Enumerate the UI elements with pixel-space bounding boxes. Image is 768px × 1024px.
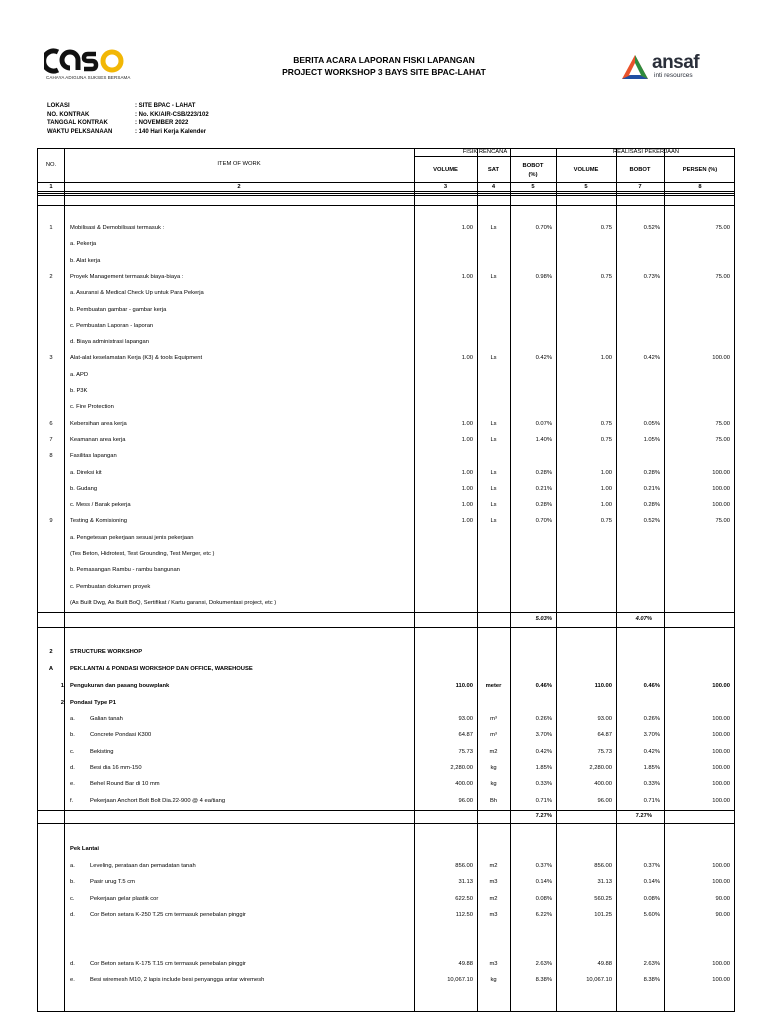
realisasi-bobot-cell: 8.38% bbox=[643, 977, 660, 984]
realisasi-bobot-cell: 0.08% bbox=[643, 895, 660, 902]
caso-tagline: CAHAYA ADIGUNA SUKSES BERSAMA bbox=[46, 75, 131, 80]
unit-cell: meter bbox=[485, 683, 502, 689]
unit-cell: Ls bbox=[490, 225, 497, 231]
bobot-cell: 0.37% bbox=[535, 863, 552, 869]
item-of-work: Pekerjaan Anchort Bolt Bolt Dia.22-900 @ 4 ea/tiang bbox=[90, 797, 226, 804]
volume-cell: 110.00 bbox=[455, 683, 473, 689]
persen-cell: 75.00 bbox=[715, 273, 730, 280]
col-sat-header: SAT bbox=[487, 167, 500, 173]
realisasi-bobot-cell: 0.21% bbox=[643, 485, 660, 492]
realisasi-volume-cell: 0.75 bbox=[600, 518, 612, 525]
realisasi-bobot-cell: 0.37% bbox=[643, 863, 660, 869]
item-of-work: a. Direksi kit bbox=[70, 469, 102, 476]
volume-cell: 1.00 bbox=[461, 469, 473, 476]
volume-cell: 1.00 bbox=[461, 502, 473, 509]
persen-cell: 100.00 bbox=[712, 748, 730, 755]
progress-table bbox=[37, 148, 735, 1012]
volume-cell: 112.50 bbox=[455, 911, 473, 918]
row-letter: a. bbox=[70, 716, 75, 722]
ansaf-logo bbox=[620, 53, 730, 83]
volume-cell: 1.00 bbox=[461, 355, 473, 362]
row-number: 3 bbox=[49, 355, 53, 362]
row-number: 2 bbox=[60, 700, 64, 706]
item-of-work: b. P3K bbox=[70, 388, 88, 394]
realisasi-bobot-cell: 0.26% bbox=[643, 716, 660, 722]
col-volume-header: VOLUME bbox=[433, 167, 458, 173]
realisasi-bobot-cell: 0.52% bbox=[643, 518, 660, 525]
unit-cell: m³ bbox=[490, 716, 497, 722]
item-of-work: Behel Round Bar di 10 mm bbox=[90, 781, 160, 788]
ansaf-tagline: inti resources bbox=[654, 72, 693, 79]
unit-cell: m3 bbox=[489, 911, 498, 918]
volume-cell: 10,067.10 bbox=[447, 977, 473, 984]
unit-cell: Bh bbox=[489, 797, 498, 804]
item-of-work: Besi dia 16 mm-150 bbox=[90, 764, 142, 771]
realisasi-volume-cell: 856.00 bbox=[594, 863, 612, 869]
realisasi-bobot-cell: 2.63% bbox=[643, 961, 660, 967]
realisasi-bobot-cell: 0.52% bbox=[643, 225, 660, 231]
item-of-work: Fasilitas lapangan bbox=[70, 453, 117, 460]
unit-cell: Ls bbox=[490, 518, 497, 525]
item-of-work: Bekisting bbox=[90, 748, 114, 755]
col-index: 2 bbox=[237, 184, 241, 190]
item-of-work: Leveling, perataan dan pemadatan tanah bbox=[90, 863, 196, 869]
subtotal-bobot: 7.27% bbox=[535, 813, 552, 819]
item-of-work: (As Built Dwg, As Built BoQ, Sertifikat / Kartu garansi, Dokumentasi project, etc ) bbox=[70, 599, 277, 606]
row-letter: c. bbox=[70, 895, 75, 902]
item-of-work: Galian tanah bbox=[90, 716, 123, 722]
volume-cell: 49.88 bbox=[458, 961, 473, 967]
row-letter: e. bbox=[70, 781, 75, 788]
section-subtitle: PEK.LANTAI & PONDASI WORKSHOP DAN OFFICE, WAREHOUSE bbox=[70, 666, 253, 672]
row-number: 1 bbox=[60, 683, 64, 689]
row-letter: c. bbox=[70, 748, 75, 755]
volume-cell: 1.00 bbox=[461, 273, 473, 280]
realisasi-bobot-cell: 0.33% bbox=[643, 781, 660, 788]
bobot-cell: 0.28% bbox=[535, 502, 552, 509]
unit-cell: Ls bbox=[490, 436, 497, 443]
realisasi-bobot-cell: 0.05% bbox=[643, 420, 660, 427]
unit-cell: Ls bbox=[490, 273, 497, 280]
bobot-cell: 0.08% bbox=[535, 895, 552, 902]
row-letter: e. bbox=[70, 977, 75, 984]
row-letter: d. bbox=[70, 961, 75, 967]
volume-cell: 622.50 bbox=[455, 895, 473, 902]
bobot-cell: 0.33% bbox=[535, 781, 552, 788]
row-number: 1 bbox=[49, 225, 53, 231]
realisasi-volume-cell: 101.25 bbox=[594, 911, 612, 918]
unit-cell: m³ bbox=[490, 732, 497, 739]
volume-cell: 31.13 bbox=[458, 879, 473, 886]
col-item-header: ITEM OF WORK bbox=[217, 161, 261, 167]
item-of-work: Besi wiremesh M10, 2 lapis include besi penyangga antar wiremesh bbox=[90, 977, 265, 984]
volume-cell: 1.00 bbox=[461, 436, 473, 443]
realisasi-bobot-cell: 0.71% bbox=[643, 797, 660, 804]
unit-cell: Ls bbox=[490, 355, 497, 362]
item-of-work: d. Biaya administrasi lapangan bbox=[70, 339, 149, 346]
realisasi-volume-cell: 400.00 bbox=[594, 781, 612, 788]
item-of-work: b. Pembuatan gambar - gambar kerja bbox=[70, 306, 167, 313]
item-of-work: Pasir urug T.5 cm bbox=[90, 879, 135, 886]
row-number: A bbox=[48, 666, 54, 672]
realisasi-bobot-cell: 0.46% bbox=[643, 683, 660, 689]
ansaf-wordmark: ansaf bbox=[652, 52, 700, 73]
bobot-cell: 0.70% bbox=[535, 518, 552, 525]
unit-cell: kg bbox=[490, 764, 497, 771]
persen-cell: 90.00 bbox=[715, 911, 730, 918]
item-of-work: a. Pekerja bbox=[70, 241, 97, 248]
item-of-work: Cor Beton setara K-175 T.15 cm termasuk penebalan pinggir bbox=[90, 961, 246, 967]
col-persen-header: PERSEN (%) bbox=[682, 167, 718, 173]
item-of-work: Pekerjaan gelar plastik cor bbox=[90, 895, 159, 902]
persen-cell: 100.00 bbox=[712, 764, 730, 771]
unit-cell: Ls bbox=[490, 485, 497, 492]
volume-cell: 856.00 bbox=[455, 863, 473, 869]
unit-cell: m2 bbox=[489, 748, 498, 755]
persen-cell: 75.00 bbox=[715, 436, 730, 443]
item-of-work: (Tes Beton, Hidrotest, Test Grounding, Test Merger, etc ) bbox=[70, 551, 215, 557]
unit-cell: kg bbox=[490, 781, 497, 788]
col-bobot-unit: (%) bbox=[528, 172, 538, 178]
col-rbobot-header: BOBOT bbox=[629, 167, 651, 173]
item-of-work: Alat-alat keselamatan Kerja (K3) & tools Equipment bbox=[70, 355, 203, 362]
col-index: 8 bbox=[698, 184, 702, 190]
item-of-work: a. Asuransi & Medical Check Up untuk Para Pekerja bbox=[70, 290, 204, 297]
bobot-cell: 3.70% bbox=[535, 732, 552, 739]
persen-cell: 100.00 bbox=[712, 977, 730, 984]
realisasi-volume-cell: 10,067.10 bbox=[586, 977, 612, 984]
volume-cell: 1.00 bbox=[461, 485, 473, 492]
bobot-cell: 0.70% bbox=[535, 225, 552, 231]
bobot-cell: 1.85% bbox=[535, 764, 552, 771]
realisasi-volume-cell: 49.88 bbox=[597, 961, 612, 967]
subtotal-realisasi-bobot: 7.27% bbox=[635, 813, 652, 819]
persen-cell: 100.00 bbox=[712, 716, 730, 722]
unit-cell: Ls bbox=[490, 469, 497, 476]
row-letter: d. bbox=[70, 911, 75, 918]
bobot-cell: 8.38% bbox=[535, 977, 552, 984]
item-of-work: Cor Beton setara K-250 T.25 cm termasuk penebalan pinggir bbox=[90, 911, 246, 918]
section-title: Pek Lantai bbox=[70, 846, 99, 852]
bobot-cell: 0.42% bbox=[535, 748, 552, 755]
unit-cell: m2 bbox=[489, 895, 498, 902]
volume-cell: 75.73 bbox=[458, 748, 473, 755]
realisasi-bobot-cell: 0.28% bbox=[643, 502, 660, 509]
item-of-work: Mobilisasi & Demobilisasi termasuk : bbox=[70, 225, 165, 231]
persen-cell: 100.00 bbox=[712, 683, 730, 689]
item-of-work: b. Pemasangan Rambu - rambu bangunan bbox=[70, 567, 180, 574]
bobot-cell: 0.21% bbox=[535, 485, 552, 492]
volume-cell: 93.00 bbox=[458, 716, 473, 722]
item-of-work: Pondasi Type P1 bbox=[70, 700, 116, 706]
realisasi-bobot-cell: 0.73% bbox=[643, 273, 660, 280]
realisasi-volume-cell: 2,280.00 bbox=[589, 764, 612, 771]
item-of-work: c. Pembuatan Laporan - laporan bbox=[70, 322, 154, 329]
col-index: 7 bbox=[638, 184, 642, 190]
unit-cell: m3 bbox=[489, 961, 498, 967]
realisasi-volume-cell: 93.00 bbox=[597, 716, 612, 722]
persen-cell: 75.00 bbox=[715, 420, 730, 427]
unit-cell: kg bbox=[490, 977, 497, 984]
volume-cell: 64.87 bbox=[458, 732, 473, 739]
bobot-cell: 0.42% bbox=[535, 355, 552, 362]
persen-cell: 100.00 bbox=[712, 797, 730, 804]
col-rvolume-header: VOLUME bbox=[573, 167, 599, 173]
persen-cell: 100.00 bbox=[712, 469, 730, 476]
bobot-cell: 1.40% bbox=[535, 436, 552, 443]
row-letter: b. bbox=[70, 732, 75, 739]
row-number: 6 bbox=[49, 420, 53, 427]
row-number: 2 bbox=[49, 649, 53, 655]
persen-cell: 90.00 bbox=[715, 895, 730, 902]
ansaf-mark-icon bbox=[620, 53, 650, 81]
item-of-work: c. Mess / Barak pekerja bbox=[70, 502, 131, 509]
volume-cell: 400.00 bbox=[455, 781, 473, 788]
realisasi-volume-cell: 64.87 bbox=[597, 732, 612, 739]
col-bobot-header: BOBOT bbox=[522, 163, 544, 169]
realisasi-volume-cell: 1.00 bbox=[600, 469, 612, 476]
bobot-cell: 0.14% bbox=[535, 879, 552, 886]
realisasi-bobot-cell: 1.05% bbox=[643, 436, 660, 443]
volume-cell: 1.00 bbox=[461, 225, 473, 231]
persen-cell: 75.00 bbox=[715, 518, 730, 525]
unit-cell: Ls bbox=[490, 502, 497, 509]
col-index: 5 bbox=[531, 184, 535, 190]
persen-cell: 100.00 bbox=[712, 879, 730, 886]
item-of-work: Keamanan area kerja bbox=[70, 436, 126, 443]
document-subtitle: PROJECT WORKSHOP 3 BAYS SITE BPAC-LAHAT bbox=[282, 67, 486, 77]
realisasi-bobot-cell: 0.28% bbox=[643, 469, 660, 476]
row-letter: f. bbox=[70, 797, 74, 804]
item-of-work: a. Pengetesan pekerjaan sesuai jenis pekerjaan bbox=[70, 534, 194, 541]
realisasi-volume-cell: 96.00 bbox=[597, 797, 612, 804]
col-index: 4 bbox=[491, 184, 496, 190]
unit-cell: m3 bbox=[489, 879, 498, 886]
section-total-realisasi-bobot: 4.07% bbox=[635, 616, 652, 622]
col-index: 3 bbox=[443, 184, 448, 190]
row-letter: d. bbox=[70, 764, 75, 771]
item-of-work: a. APD bbox=[70, 371, 89, 378]
realisasi-bobot-cell: 0.14% bbox=[643, 879, 660, 886]
volume-cell: 2,280.00 bbox=[450, 764, 473, 771]
unit-cell: Ls bbox=[490, 420, 497, 427]
persen-cell: 100.00 bbox=[712, 961, 730, 967]
realisasi-volume-cell: 1.00 bbox=[600, 355, 612, 362]
realisasi-header: REALISASI PEKERJAAN bbox=[612, 149, 680, 155]
bobot-cell: 0.98% bbox=[535, 273, 552, 280]
item-of-work: b. Alat kerja bbox=[70, 257, 101, 264]
realisasi-volume-cell: 75.73 bbox=[597, 748, 612, 755]
realisasi-volume-cell: 31.13 bbox=[597, 879, 612, 886]
volume-cell: 96.00 bbox=[458, 797, 473, 804]
bobot-cell: 2.63% bbox=[535, 961, 552, 967]
realisasi-volume-cell: 0.75 bbox=[600, 420, 612, 427]
persen-cell: 100.00 bbox=[712, 485, 730, 492]
bobot-cell: 0.71% bbox=[535, 797, 552, 804]
persen-cell: 100.00 bbox=[712, 781, 730, 788]
realisasi-volume-cell: 1.00 bbox=[600, 502, 612, 509]
bobot-cell: 0.46% bbox=[535, 683, 552, 689]
item-of-work: Pengukuran dan pasang bouwplank bbox=[70, 683, 170, 689]
row-number: 8 bbox=[49, 453, 53, 460]
realisasi-bobot-cell: 1.85% bbox=[643, 764, 660, 771]
fisik-rencana-header: FISIK RENCANA bbox=[462, 149, 508, 155]
realisasi-volume-cell: 0.75 bbox=[600, 273, 612, 280]
persen-cell: 100.00 bbox=[712, 502, 730, 509]
bobot-cell: 0.07% bbox=[535, 420, 552, 427]
item-of-work: c. Pembuatan dokumen proyek bbox=[70, 583, 151, 590]
row-number: 7 bbox=[49, 436, 53, 443]
unit-cell: m2 bbox=[489, 863, 498, 869]
realisasi-volume-cell: 1.00 bbox=[600, 485, 612, 492]
volume-cell: 1.00 bbox=[461, 420, 473, 427]
realisasi-bobot-cell: 0.42% bbox=[643, 748, 660, 755]
row-letter: a. bbox=[70, 863, 75, 869]
row-number: 2 bbox=[49, 273, 53, 280]
col-index: 1 bbox=[49, 184, 53, 190]
realisasi-bobot-cell: 3.70% bbox=[643, 732, 660, 739]
volume-cell: 1.00 bbox=[461, 518, 473, 525]
realisasi-bobot-cell: 5.60% bbox=[643, 911, 660, 918]
realisasi-volume-cell: 110.00 bbox=[594, 683, 612, 689]
bobot-cell: 0.26% bbox=[535, 716, 552, 722]
item-of-work: c. Fire Protection bbox=[70, 404, 114, 411]
realisasi-volume-cell: 0.75 bbox=[600, 436, 612, 443]
bobot-cell: 0.28% bbox=[535, 469, 552, 476]
persen-cell: 75.00 bbox=[715, 225, 730, 231]
persen-cell: 100.00 bbox=[712, 732, 730, 739]
item-of-work: Kebersihan area kerja bbox=[70, 420, 127, 427]
row-letter: b. bbox=[70, 879, 75, 886]
persen-cell: 100.00 bbox=[712, 355, 730, 362]
section-total-bobot: 5.03% bbox=[535, 616, 552, 622]
item-of-work: b. Gudang bbox=[70, 485, 98, 492]
realisasi-volume-cell: 560.25 bbox=[594, 895, 612, 902]
section-title: STRUCTURE WORKSHOP bbox=[70, 649, 143, 655]
col-no-header: NO. bbox=[45, 162, 57, 168]
col-index: 5 bbox=[584, 184, 588, 190]
realisasi-bobot-cell: 0.42% bbox=[643, 355, 660, 362]
realisasi-volume-cell: 0.75 bbox=[600, 225, 612, 231]
item-of-work: Testing & Komisioning bbox=[70, 518, 128, 525]
document-title: BERITA ACARA LAPORAN FISKI LAPANGAN bbox=[293, 55, 475, 65]
row-number: 9 bbox=[49, 518, 53, 525]
item-of-work: Concrete Pondasi K300 bbox=[90, 732, 152, 739]
item-of-work: Proyek Management termasuk biaya-biaya : bbox=[70, 273, 184, 280]
bobot-cell: 6.22% bbox=[535, 911, 552, 918]
persen-cell: 100.00 bbox=[712, 863, 730, 869]
